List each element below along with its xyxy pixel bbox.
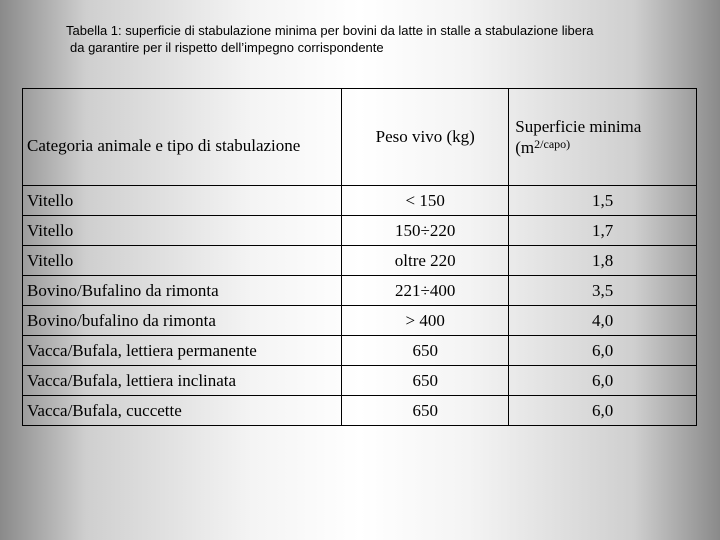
header-weight: Peso vivo (kg) bbox=[342, 89, 509, 186]
cell-category: Vitello bbox=[23, 246, 342, 276]
cell-category: Vacca/Bufala, lettiera permanente bbox=[23, 336, 342, 366]
cell-weight: oltre 220 bbox=[342, 246, 509, 276]
table-row bbox=[23, 186, 697, 216]
cell-surface: 6,0 bbox=[509, 336, 697, 366]
caption-line-1: Tabella 1: superficie di stabulazione minima per bovini da latte in stalle a stabulazione libera bbox=[66, 23, 594, 38]
table-row bbox=[23, 276, 697, 306]
cell-surface: 1,7 bbox=[509, 216, 697, 246]
cell-surface: 4,0 bbox=[509, 306, 697, 336]
table-row bbox=[23, 216, 697, 246]
table-row bbox=[23, 396, 697, 426]
cell-surface: 6,0 bbox=[509, 396, 697, 426]
cell-weight: 150÷220 bbox=[342, 216, 509, 246]
caption-line-2: da garantire per il rispetto dell’impegno corrispondente bbox=[70, 40, 384, 55]
table-caption bbox=[66, 22, 706, 56]
cell-surface: 3,5 bbox=[509, 276, 697, 306]
cell-category: Vitello bbox=[23, 216, 342, 246]
cell-weight: 650 bbox=[342, 366, 509, 396]
cell-category: Vacca/Bufala, cuccette bbox=[23, 396, 342, 426]
cell-weight: 650 bbox=[342, 396, 509, 426]
cell-category: Vitello bbox=[23, 186, 342, 216]
header-surface-unit-sup: 2/capo) bbox=[534, 136, 571, 151]
surface-table bbox=[22, 88, 697, 426]
header-category: Categoria animale e tipo di stabulazione bbox=[23, 89, 342, 186]
cell-category: Vacca/Bufala, lettiera inclinata bbox=[23, 366, 342, 396]
cell-weight: 221÷400 bbox=[342, 276, 509, 306]
cell-weight: < 150 bbox=[342, 186, 509, 216]
cell-surface: 1,8 bbox=[509, 246, 697, 276]
cell-surface: 1,5 bbox=[509, 186, 697, 216]
table-header-row bbox=[23, 89, 697, 186]
header-surface-unit: (m bbox=[515, 137, 535, 157]
table-row bbox=[23, 306, 697, 336]
cell-weight: 650 bbox=[342, 336, 509, 366]
table-row bbox=[23, 336, 697, 366]
cell-category: Bovino/bufalino da rimonta bbox=[23, 306, 342, 336]
cell-surface: 6,0 bbox=[509, 366, 697, 396]
cell-category: Bovino/Bufalino da rimonta bbox=[23, 276, 342, 306]
table-row bbox=[23, 246, 697, 276]
header-surface-label: Superficie minima bbox=[515, 116, 642, 136]
header-surface bbox=[509, 89, 697, 186]
cell-weight: > 400 bbox=[342, 306, 509, 336]
table-row bbox=[23, 366, 697, 396]
